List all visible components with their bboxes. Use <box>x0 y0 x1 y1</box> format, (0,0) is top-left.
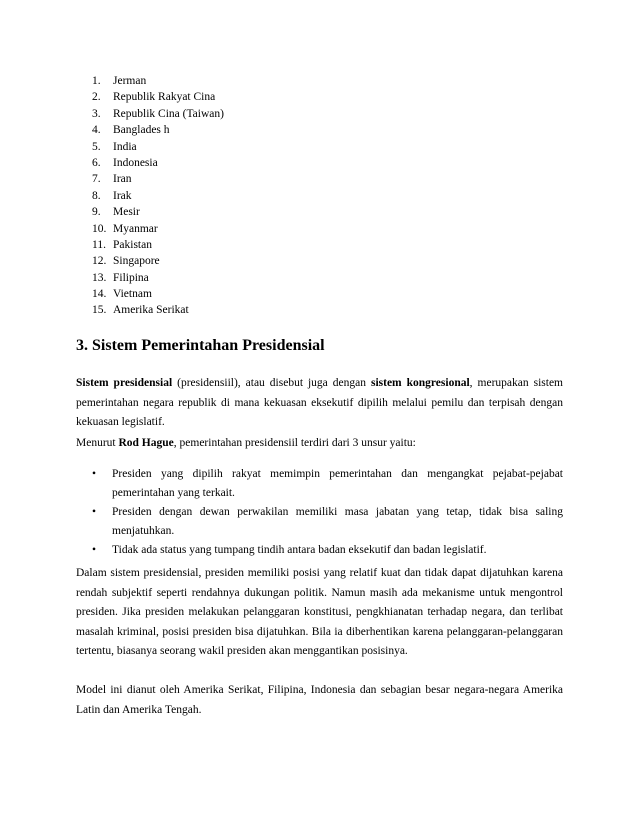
list-item <box>92 204 224 220</box>
list-number: 11. <box>92 238 106 251</box>
bullet-item <box>92 541 563 560</box>
bold-term: Sistem presidensial <box>76 377 173 389</box>
paragraph-text: , merupakan sistem pemerintahan negara republik di mana kekuasan eksekutif dipilih melalui pemilu dan terpisah dengan kekuasan legislatif. <box>76 377 563 429</box>
paragraph-model: Model ini dianut oleh Amerika Serikat, Filipina, Indonesia dan sebagian besar negara-negara Amerika Latin dan Amerika Tengah. <box>76 684 563 716</box>
bullet-icon: • <box>92 468 97 480</box>
country-list <box>92 73 224 319</box>
list-number: 13. <box>92 271 107 284</box>
list-number: 15. <box>92 304 107 317</box>
list-item <box>92 253 224 269</box>
list-text: Vietnam <box>113 288 152 301</box>
bullet-list <box>92 465 563 560</box>
paragraph-text: Menurut <box>76 437 119 449</box>
list-item <box>92 122 224 138</box>
list-number: 10. <box>92 222 107 235</box>
list-text: Pakistan <box>113 238 152 251</box>
bullet-text: Presiden dengan dewan perwakilan memiliki masa jabatan yang tetap, tidak bisa saling menjatuhkan. <box>112 506 563 537</box>
list-text: Filipina <box>113 271 149 284</box>
bold-name: Rod Hague <box>118 437 174 449</box>
list-number: 14. <box>92 288 107 301</box>
list-number: 6. <box>92 156 101 169</box>
list-item <box>92 155 224 171</box>
paragraph-intro <box>76 434 563 454</box>
paragraph-definition <box>76 374 563 433</box>
list-number: 3. <box>92 107 101 120</box>
section-heading: 3. Sistem Pemerintahan Presidensial <box>76 337 325 354</box>
list-item <box>92 237 224 253</box>
list-item <box>92 139 224 155</box>
list-number: 8. <box>92 189 101 202</box>
list-item <box>92 171 224 187</box>
list-number: 7. <box>92 173 101 186</box>
list-number: 2. <box>92 91 101 104</box>
list-text: Singapore <box>113 255 160 268</box>
list-item <box>92 286 224 302</box>
list-item <box>92 302 224 318</box>
list-text: Irak <box>113 189 132 202</box>
list-text: Jerman <box>113 75 147 87</box>
bold-term: sistem kongresional <box>370 377 470 389</box>
list-number: 12. <box>92 255 107 268</box>
bullet-item <box>92 465 563 503</box>
list-text: Republik Cina (Taiwan) <box>113 107 224 120</box>
list-text: Mesir <box>113 206 140 219</box>
bullet-icon: • <box>92 506 97 518</box>
list-text: Iran <box>113 173 132 186</box>
list-text: Myanmar <box>113 222 158 235</box>
bullet-text: Tidak ada status yang tumpang tindih antara badan eksekutif dan badan legislatif. <box>112 544 487 556</box>
bullet-text: Presiden yang dipilih rakyat memimpin pemerintahan dan mengangkat pejabat-pejabat pemerintahan yang terkait. <box>112 468 563 499</box>
list-number: 9. <box>92 206 101 219</box>
list-item <box>92 73 224 89</box>
bullet-item <box>92 503 563 541</box>
list-text: India <box>113 140 137 153</box>
paragraph-explanation: Dalam sistem presidensial, presiden memiliki posisi yang relatif kuat dan tidak dapat dijatuhkan karena rendah subjektif seperti rendahnya dukungan politik. Namun masih ada mekanisme untuk mengontrol presiden. Jika presiden melakukan pelanggaran konstitusi, pengkhianatan terhadap negara, dan terlibat masalah kriminal, posisi presiden bisa dijatuhkan. Bila ia diberhentikan karena pelanggaran-pelanggaran tertentu, biasanya seorang wakil presiden akan menggantikan posisinya. <box>76 567 563 658</box>
paragraph-text: , pemerintahan presidensiil terdiri dari 3 unsur yaitu: <box>173 437 416 449</box>
list-item <box>92 221 224 237</box>
list-item <box>92 106 224 122</box>
list-number: 5. <box>92 140 101 153</box>
list-text: Indonesia <box>113 156 158 169</box>
list-item <box>92 270 224 286</box>
list-number: 1. <box>92 75 101 87</box>
paragraph-text: (presidensiil), atau disebut juga dengan <box>172 377 371 389</box>
list-text: Amerika Serikat <box>113 304 189 317</box>
list-text: Banglades h <box>113 124 170 137</box>
list-number: 4. <box>92 124 101 137</box>
list-item <box>92 188 224 204</box>
bullet-icon: • <box>92 544 97 556</box>
list-text: Republik Rakyat Cina <box>113 91 216 104</box>
list-item <box>92 89 224 105</box>
